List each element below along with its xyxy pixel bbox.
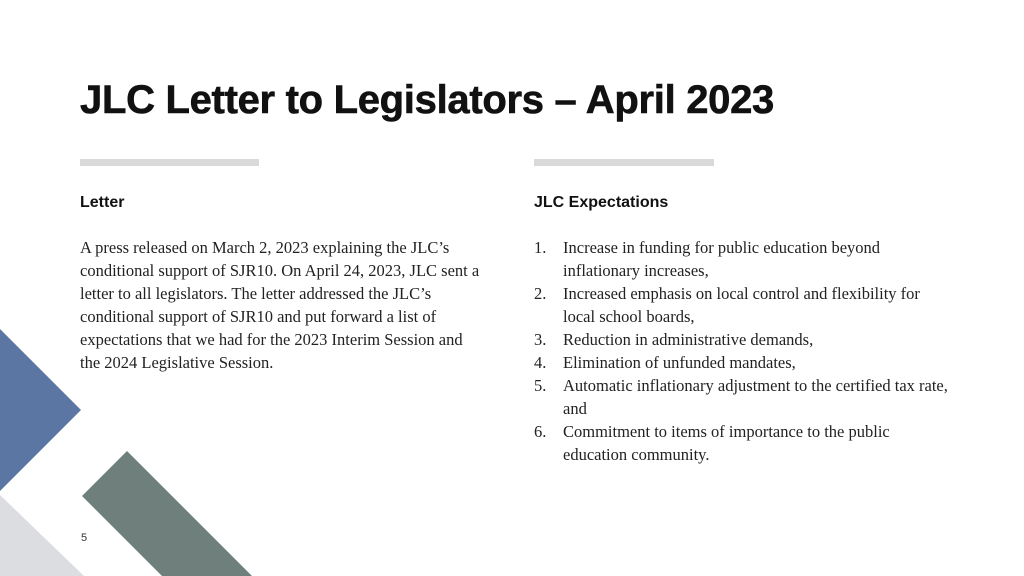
list-item-number: 4. xyxy=(534,353,547,372)
list-item xyxy=(534,374,954,420)
list-item-text: Increased emphasis on local control and flexibility for local school boards, xyxy=(563,284,920,326)
list-item xyxy=(534,282,954,328)
list-item xyxy=(534,236,954,282)
list-item xyxy=(534,420,954,466)
list-item-number: 6. xyxy=(534,422,547,441)
decor-blue-diamond xyxy=(0,329,81,491)
page-number: 5 xyxy=(81,532,88,544)
left-divider xyxy=(80,159,259,166)
list-item xyxy=(534,328,954,351)
letter-body: A press released on March 2, 2023 explaining the JLC’s conditional support of SJR10. On April 24, 2023, JLC sent a letter to all legislators. The letter addressed the JLC’s conditional support of SJR10 and put forward a list of expectations that we had for the 2023 Interim Session and the 2024 Legislative Session. xyxy=(80,238,480,372)
slide-title: JLC Letter to Legislators – April 2023 xyxy=(80,78,774,122)
list-item xyxy=(534,351,954,374)
letter-heading: Letter xyxy=(80,194,125,211)
list-item-text: Elimination of unfunded mandates, xyxy=(563,353,796,372)
list-item-text: Commitment to items of importance to the public education community. xyxy=(563,422,890,464)
list-item-number: 3. xyxy=(534,330,547,349)
list-item-text: Automatic inflationary adjustment to the certified tax rate, and xyxy=(563,376,948,418)
expectations-heading: JLC Expectations xyxy=(534,194,669,211)
list-item-text: Increase in funding for public education beyond inflationary increases, xyxy=(563,238,881,280)
list-item-number: 1. xyxy=(534,238,547,257)
decor-slate-stripe xyxy=(82,451,252,576)
right-divider xyxy=(534,159,714,166)
list-item-number: 5. xyxy=(534,376,547,395)
list-item-number: 2. xyxy=(534,284,547,303)
decor-grey-triangle xyxy=(0,495,84,576)
expectations-list xyxy=(534,236,954,466)
list-item-text: Reduction in administrative demands, xyxy=(563,330,814,349)
